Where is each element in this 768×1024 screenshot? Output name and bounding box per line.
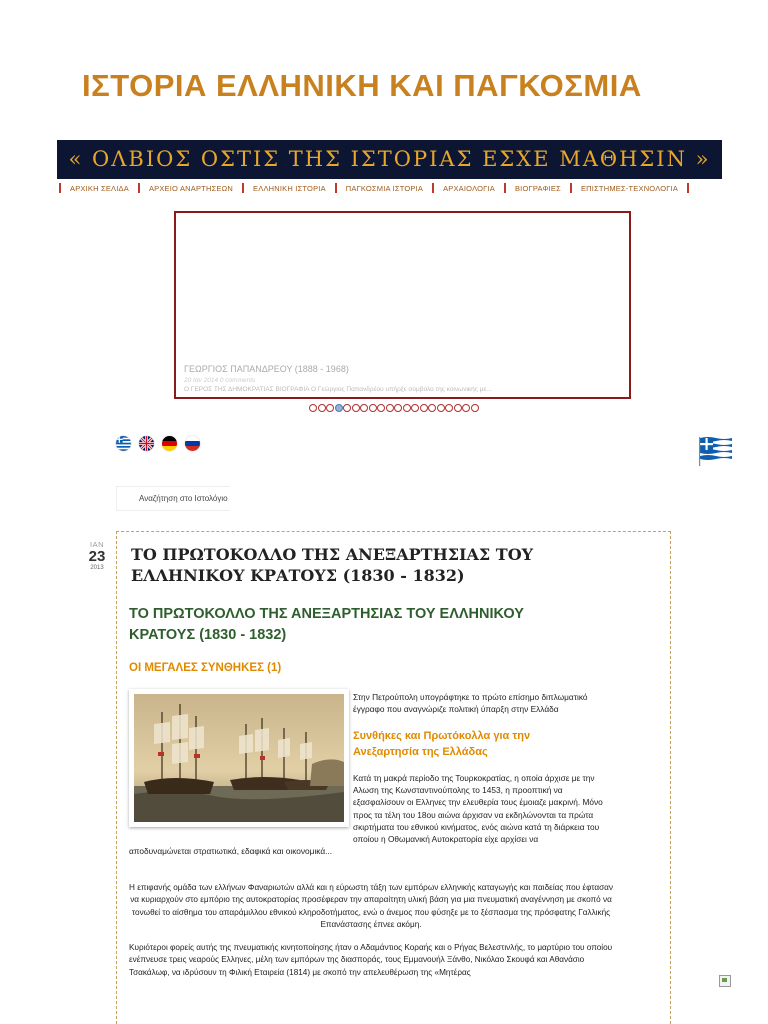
post-subtitle: ΤΟ ΠΡΩΤΟΚΟΛΛΟ ΤΗΣ ΑΝΕΞΑΡΤΗΣΙΑΣ ΤΟΥ ΕΛΛΗΝΙΚΟΥ ΚΡΑΤΟΥΣ (1830 - 1832) — [129, 606, 524, 643]
slider-dot[interactable] — [437, 404, 445, 412]
featured-slider[interactable] — [174, 211, 631, 399]
post-paragraph-1-end: αποδυναμώνεται στρατιωτικά, εδαφικά και οικονομικά... — [129, 846, 333, 856]
slider-dot[interactable] — [445, 404, 453, 412]
search-input[interactable]: Αναζήτηση στο Ιστολόγιο — [116, 486, 230, 511]
main-nav — [59, 181, 722, 195]
header-banner — [57, 140, 722, 179]
nav-item-biographies[interactable]: ΒΙΟΓΡΑΦΙΕΣ — [514, 183, 561, 193]
slider-dot[interactable] — [454, 404, 462, 412]
slider-dot[interactable] — [335, 404, 343, 412]
post-date-year: 2013 — [90, 565, 104, 571]
russian-flag-icon[interactable] — [185, 436, 200, 451]
post-date-month: ΙΑΝ — [89, 540, 104, 549]
nav-item-home[interactable]: ΑΡΧΙΚΗ ΣΕΛΙΔΑ — [70, 183, 129, 193]
slider-dot[interactable] — [420, 404, 428, 412]
slider-dot[interactable] — [369, 404, 377, 412]
nav-separator — [687, 183, 689, 193]
slider-dot[interactable] — [318, 404, 326, 412]
post-paragraph-2: Η επιφανής ομάδα των ελλήνων Φαναριωτών αλλά και η εύρωστη τάξη των εμπόρων ελληνικής καταγωγής και παιδείας που έφτασαν να κυριαρχούν στο εμπόριο της αυτοκρατορίας προσέφεραν την απαραίτητη υλική βάση για μια πνευματική αναγέννηση με σκοπό να τονωθεί το αίσθημα του απαράμιλλου εθνικού κληροδοτήματος, ενώ ο άνεμος που φύσηξε με το ξέσπασμα της πρόσφατης Γαλλικής Επανάστασης έπνεε ακόμη. — [129, 883, 613, 929]
post-paragraph-3: Κυριότεροι φορείς αυτής της πνευματικής κινητοποίησης ήταν ο Αδαμάντιος Κοραής και ο Ρήγας Βελεστινλής, το μαρτύριο του οποίου ενέπνευσε τρεις νεαρούς Ελληνες, μέλη των εμπόρων της διασποράς, τους Εμμανουήλ Ξάνθο, Νικόλαο Σκουφά και Αθανάσιο Τσακάλωφ, να ιδρύσουν τη Φιλική Εταιρεία (1814) με σκοπό την απελευθέρωση της «Μητέρας — [129, 943, 613, 977]
post-section-heading: Συνθήκες και Πρωτόκολλα για την Ανεξαρτησία της Ελλάδας — [353, 730, 531, 758]
slider-dot[interactable] — [352, 404, 360, 412]
greek-flag-image — [698, 436, 734, 466]
post-date — [84, 540, 110, 571]
slider-dot[interactable] — [360, 404, 368, 412]
slider-dot[interactable] — [403, 404, 411, 412]
broken-image-icon[interactable] — [719, 975, 731, 987]
blog-title[interactable]: ΙΣΤΟΡΙΑ ΕΛΛΗΝΙΚΗ ΚΑΙ ΠΑΓΚΟΣΜΙΑ — [82, 68, 642, 103]
language-selector — [116, 436, 200, 451]
post-date-day: 23 — [88, 548, 106, 565]
slider-dot[interactable] — [309, 404, 317, 412]
nav-item-greek-history[interactable]: ΕΛΛΗΝΙΚΗ ΙΣΤΟΡΙΑ — [253, 183, 326, 193]
slider-pagination — [309, 404, 479, 412]
slider-dot[interactable] — [411, 404, 419, 412]
banner-motto: « ΟΛΒΙΟΣ ΟΣΤΙΣ ΤΗΣ ΙΣΤΟΡΙΑΣ ΕΣΧΕ ΜΑΘΗΣΙΝ » — [68, 147, 711, 171]
slider-post-meta: 20 Ιαν 2014 0 comments — [184, 377, 256, 384]
post-article — [116, 531, 671, 1024]
slider-dot[interactable] — [462, 404, 470, 412]
post-title[interactable]: ΤΟ ΠΡΩΤΟΚΟΛΛΟ ΤΗΣ ΑΝΕΞΑΡΤΗΣΙΑΣ ΤΟΥ ΕΛΛΗΝΙΚΟΥ ΚΡΑΤΟΥΣ (1830 - 1832) — [131, 545, 534, 585]
nav-item-archive[interactable]: ΑΡΧΕΙΟ ΑΝΑΡΤΗΣΕΩΝ — [148, 183, 234, 193]
section-label: ΟΙ ΜΕΓΑΛΕΣ ΣΥΝΘΗΚΕΣ (1) — [129, 662, 282, 674]
slider-dot[interactable] — [471, 404, 479, 412]
slider-dot[interactable] — [428, 404, 436, 412]
nav-item-science-technology[interactable]: ΕΠΙΣΤΗΜΕΣ-ΤΕΧΝΟΛΟΓΙΑ — [580, 183, 679, 193]
german-flag-icon[interactable] — [162, 436, 177, 451]
slider-dot[interactable] — [343, 404, 351, 412]
post-paragraph-1: Κατά τη μακρά περίοδο της Τουρκοκρατίας, η οποία άρχισε με την Αλωση της Κωνσταντινούπολης το 1453, η προοπτική να εξασφαλίσουν οι Ελληνες την ελευθερία τους έμοιαζε μακρινή. Μόνο προς τα τέλη του 18ου αιώνα άρχισαν να εκδηλώνονται τα πρώτα σκιρτήματα του εθνικού κινήματος, ενός αιώνα κατά τη διάρκεια του οποίου η Οθωμανική Αυτοκρατορία είχε αρχίσει να — [353, 773, 603, 845]
slider-dot[interactable] — [394, 404, 402, 412]
greek-flag-icon[interactable] — [116, 436, 131, 451]
slider-dot[interactable] — [377, 404, 385, 412]
naval-painting-image — [134, 694, 344, 822]
post-intro: Στην Πετρούπολη υπογράφτηκε το πρώτο επίσημο διπλωματικό έγγραφο που αναγνώριζε πολιτική ύπαρξη στην Ελλάδα — [353, 692, 588, 714]
slider-dot[interactable] — [386, 404, 394, 412]
slider-post-title[interactable]: ΓΕΩΡΓΙΟΣ ΠΑΠΑΝΔΡΕΟΥ (1888 - 1968) — [184, 364, 349, 374]
nav-item-archaeology[interactable]: ΑΡΧΑΙΟΛΟΓΙΑ — [443, 183, 495, 193]
post-image[interactable] — [129, 689, 349, 827]
slider-dot[interactable] — [326, 404, 334, 412]
slider-post-excerpt: Ο ΓΕΡΟΣ ΤΗΣ ΔΗΜΟΚΡΑΤΙΑΣ ΒΙΟΓΡΑΦΙΑ Ο Γεώργιος Παπανδρέου υπήρξε σύμβολο της κοινωνικής με... — [184, 386, 492, 393]
nav-item-world-history[interactable]: ΠΑΓΚΟΣΜΙΑ ΙΣΤΟΡΙΑ — [345, 183, 424, 193]
uk-flag-icon[interactable] — [139, 436, 154, 451]
